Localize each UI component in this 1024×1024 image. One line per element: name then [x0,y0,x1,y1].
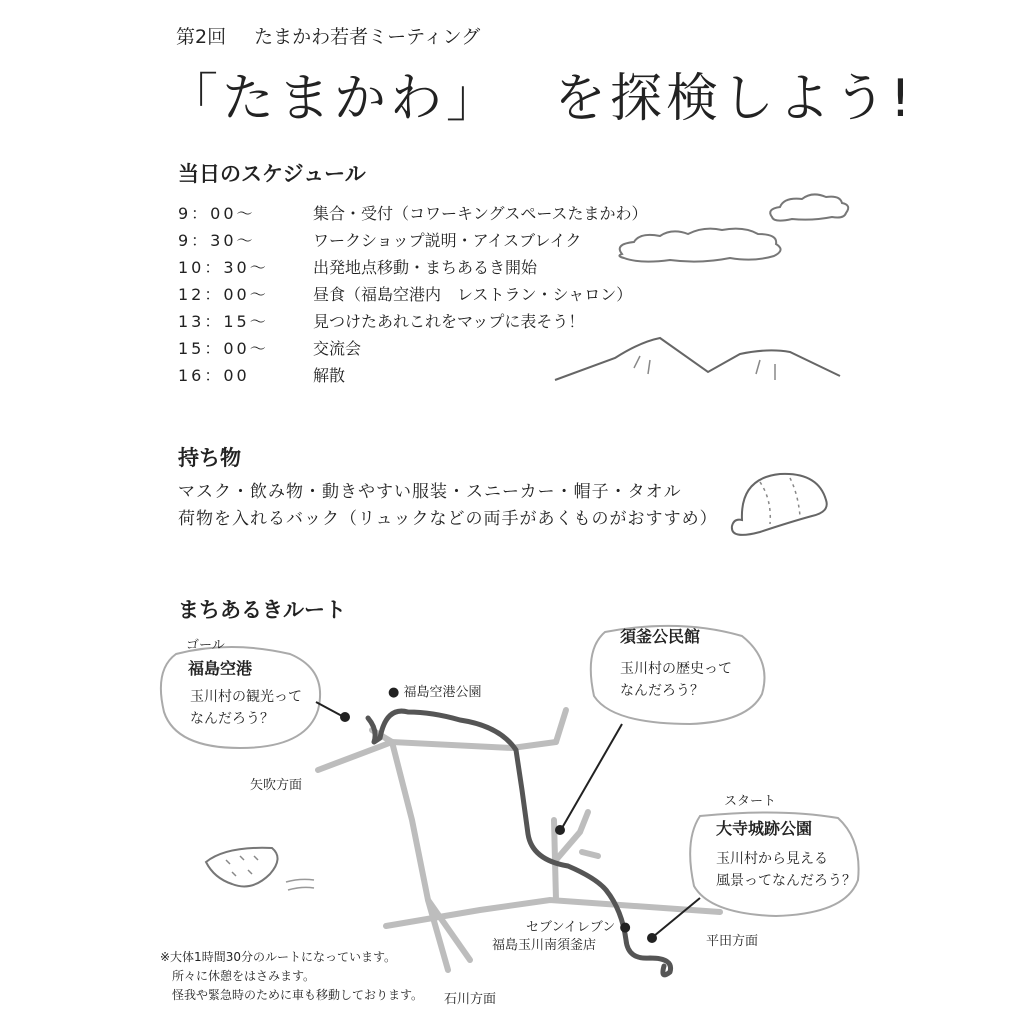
schedule-time: 9：00～ [178,204,256,223]
cap-icon [732,474,827,535]
episode-label: 第2回 [176,26,227,48]
start-marker [647,933,657,943]
route-note [160,948,423,1005]
belongings-line: マスク・飲み物・動きやすい服装・スニーカー・帽子・タオル [178,482,682,502]
goal-tag: ゴール [186,638,225,653]
schedule-desc: 交流会 [313,339,362,358]
park-label: ● 福島空港公園 [388,685,482,700]
schedule-desc: 昼食（福島空港内 レストラン・シャロン） [313,285,633,304]
hall-question-line: なんだろう？ [620,683,704,699]
schedule-desc: ワークショップ説明・アイスブレイク [313,231,582,250]
store-name: 福島玉川南須釜店 [492,938,597,953]
goal-marker [340,712,350,722]
start-place: 大寺城跡公園 [716,819,813,838]
schedule-time: 10：30～ [178,258,269,277]
cloud-icon [770,194,848,220]
cloud-icon [619,229,780,262]
hirata-label: 平田方面 [706,934,759,949]
bird-icon [206,848,278,887]
schedule-desc: 出発地点移動・まちあるき開始 [313,258,538,277]
schedule-time: 16：00 [178,366,250,385]
note-line: 所々に休憩をはさみます。 [172,969,316,983]
schedule-desc: 解散 [313,366,346,385]
note-line: ※大体1時間30分のルートになっています。 [160,950,397,964]
goal-question [190,686,302,730]
schedule-desc: 集合・受付（コワーキングスペースたまかわ） [313,204,648,223]
route-heading: まちあるきルート [178,598,346,622]
hall-question [620,658,732,702]
start-question [716,848,856,892]
store-label: セブンイレブン ● [526,920,631,935]
ishikawa-label: 石川方面 [444,992,497,1007]
goal-question-line: 玉川村の観光って [190,689,302,705]
schedule-time: 13：15～ [178,312,269,331]
belongings-line: 荷物を入れるバック（リュックなどの両手があくものがおすすめ） [178,509,718,529]
schedule-heading: 当日のスケジュール [178,162,366,186]
hall-question-line: 玉川村の歴史って [620,661,732,677]
hall-marker [555,825,565,835]
yabuki-label: 矢吹方面 [250,778,303,793]
schedule-time: 15：00～ [178,339,269,358]
belongings-heading: 持ち物 [178,446,241,470]
event-name: たまかわ若者ミーティング [254,26,481,48]
goal-place: 福島空港 [188,659,253,678]
note-line: 怪我や緊急時のために車も移動しております。 [172,988,424,1002]
schedule-time: 12：00～ [178,285,269,304]
goal-question-line: なんだろう？ [190,711,274,727]
mountains-icon [555,338,840,380]
start-tag: スタート [724,794,777,809]
hall-place: 須釜公民館 [620,627,701,646]
start-question-line: 風景ってなんだろう？ [716,873,856,889]
title-rest: を探検しよう! [554,69,915,129]
schedule-desc: 見つけたあれこれをマップに表そう！ [313,312,585,331]
start-question-line: 玉川村から見える [716,851,828,867]
title-quoted: 「たまかわ」 [166,69,503,129]
schedule-time: 9：30～ [178,231,256,250]
